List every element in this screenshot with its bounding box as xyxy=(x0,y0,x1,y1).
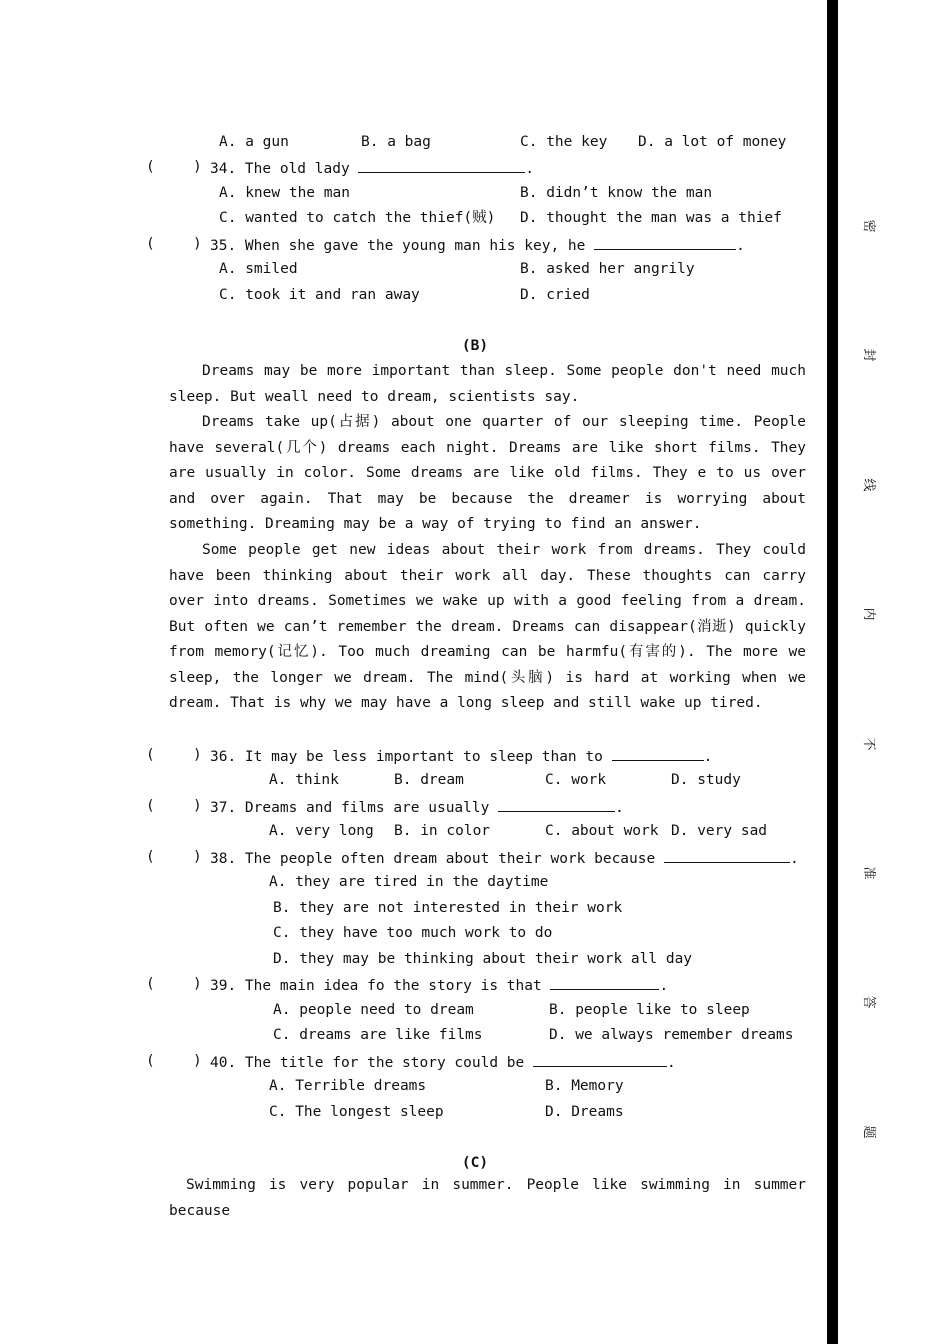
q40-option-a: A. Terrible dreams xyxy=(269,1078,427,1094)
q36-stem: 36. It may be less important to sleep than to . xyxy=(210,746,712,766)
q34-blank xyxy=(358,158,525,173)
q40-option-c: C. The longest sleep xyxy=(269,1104,444,1120)
binding-margin-char: 不 xyxy=(861,737,876,751)
passage-b-paragraph-2: Dreams take up(占据) about one quarter of our sleeping time. People have several(几个) dreams each night. Dreams are like short films. They are usually in color. Some dreams are like old films. They e to us over and over again. That may be because the dreamer is worrying about something. Dreaming may be a way of trying to find an answer. xyxy=(169,414,806,532)
q40-option-d: D. Dreams xyxy=(545,1104,624,1120)
q38-answer-close: ) xyxy=(193,849,202,865)
q40-answer-close: ) xyxy=(193,1053,202,1069)
q39-option-d: D. we always remember dreams xyxy=(549,1027,794,1043)
passage-c-paragraph-1: Swimming is very popular in summer. People like swimming in summer because xyxy=(169,1177,806,1219)
binding-margin-char: 内 xyxy=(861,607,876,621)
q37-answer-open: ( xyxy=(146,798,155,814)
q39-answer-close: ) xyxy=(193,976,202,992)
q33-option-b: B. a bag xyxy=(361,134,431,150)
q39-blank xyxy=(550,975,659,990)
q35-option-d: D. cried xyxy=(520,287,590,303)
q36-option-b: B. dream xyxy=(394,772,464,788)
q40-blank xyxy=(533,1052,667,1067)
q33-option-c: C. the key xyxy=(520,134,608,150)
q35-blank xyxy=(594,235,736,250)
q34-option-c: C. wanted to catch the thief(贼) xyxy=(219,210,496,226)
q40-option-b: B. Memory xyxy=(545,1078,624,1094)
binding-margin-bar xyxy=(827,0,838,1344)
q39-stem: 39. The main idea fo the story is that . xyxy=(210,975,668,995)
q37-option-a: A. very long xyxy=(269,823,374,839)
q39-option-c: C. dreams are like films xyxy=(273,1027,483,1043)
q34-option-a: A. knew the man xyxy=(219,185,350,201)
q36-answer-close: ) xyxy=(193,747,202,763)
q35-option-b: B. asked her angrily xyxy=(520,261,695,277)
q38-stem: 38. The people often dream about their work because . xyxy=(210,848,799,868)
q38-option-b: B. they are not interested in their work xyxy=(273,900,623,916)
q40-stem: 40. The title for the story could be . xyxy=(210,1052,676,1072)
q35-option-c: C. took it and ran away xyxy=(219,287,420,303)
q34-option-d: D. thought the man was a thief xyxy=(520,210,782,226)
q37-stem: 37. Dreams and films are usually . xyxy=(210,797,624,817)
q34-answer-close: ) xyxy=(193,159,202,175)
binding-margin-char: 密 xyxy=(861,219,876,233)
binding-margin-char: 答 xyxy=(861,995,876,1009)
binding-margin-char: 封 xyxy=(861,348,876,362)
q39-answer-open: ( xyxy=(146,976,155,992)
q35-option-a: A. smiled xyxy=(219,261,298,277)
q38-option-d: D. they may be thinking about their work all day xyxy=(273,951,693,967)
q36-answer-open: ( xyxy=(146,747,155,763)
q39-option-b: B. people like to sleep xyxy=(549,1002,750,1018)
q35-stem: 35. When she gave the young man his key, he . xyxy=(210,235,745,255)
q39-option-a: A. people need to dream xyxy=(273,1002,474,1018)
passage-c-heading: (C) xyxy=(461,1155,489,1171)
passage-b-paragraph-1: Dreams may be more important than sleep. Some people don't need much sleep. But weall need to dream, scientists say. xyxy=(169,363,806,405)
q36-option-d: D. study xyxy=(671,772,741,788)
q37-option-c: C. about work xyxy=(545,823,659,839)
q34-answer-open: ( xyxy=(146,159,155,175)
q34-option-b: B. didn’t know the man xyxy=(520,185,713,201)
binding-margin-char: 准 xyxy=(861,866,876,880)
q36-blank xyxy=(612,746,704,761)
q36-option-a: A. think xyxy=(269,772,339,788)
q37-answer-close: ) xyxy=(193,798,202,814)
binding-margin-char: 题 xyxy=(861,1125,876,1139)
passage-b-heading: (B) xyxy=(461,338,489,354)
q38-answer-open: ( xyxy=(146,849,155,865)
q33-option-d: D. a lot of money xyxy=(638,134,787,150)
q37-blank xyxy=(498,797,615,812)
passage-b-paragraph-3: Some people get new ideas about their work from dreams. They could have been thinking about their work all day. These thoughts can carry over into dreams. Sometimes we wake up with a good feeling from a dream. But often we can’t remember the dream. Dreams can disappear(消逝) quickly from memory(记忆). Too much dreaming can be harmfu(有害的). The more we sleep, the longer we dream. The mind(头脑) is hard at working when we dream. That is why we may have a long sleep and still wake up tired. xyxy=(169,542,806,711)
binding-margin-char: 线 xyxy=(861,478,876,492)
q38-blank xyxy=(664,848,790,863)
q38-option-c: C. they have too much work to do xyxy=(273,925,553,941)
q35-answer-close: ) xyxy=(193,236,202,252)
q35-answer-open: ( xyxy=(146,236,155,252)
q37-option-d: D. very sad xyxy=(671,823,768,839)
q37-option-b: B. in color xyxy=(394,823,491,839)
q36-option-c: C. work xyxy=(545,772,607,788)
q33-option-a: A. a gun xyxy=(219,134,289,150)
q40-answer-open: ( xyxy=(146,1053,155,1069)
q34-stem: 34. The old lady . xyxy=(210,158,534,178)
q38-option-a: A. they are tired in the daytime xyxy=(269,874,549,890)
